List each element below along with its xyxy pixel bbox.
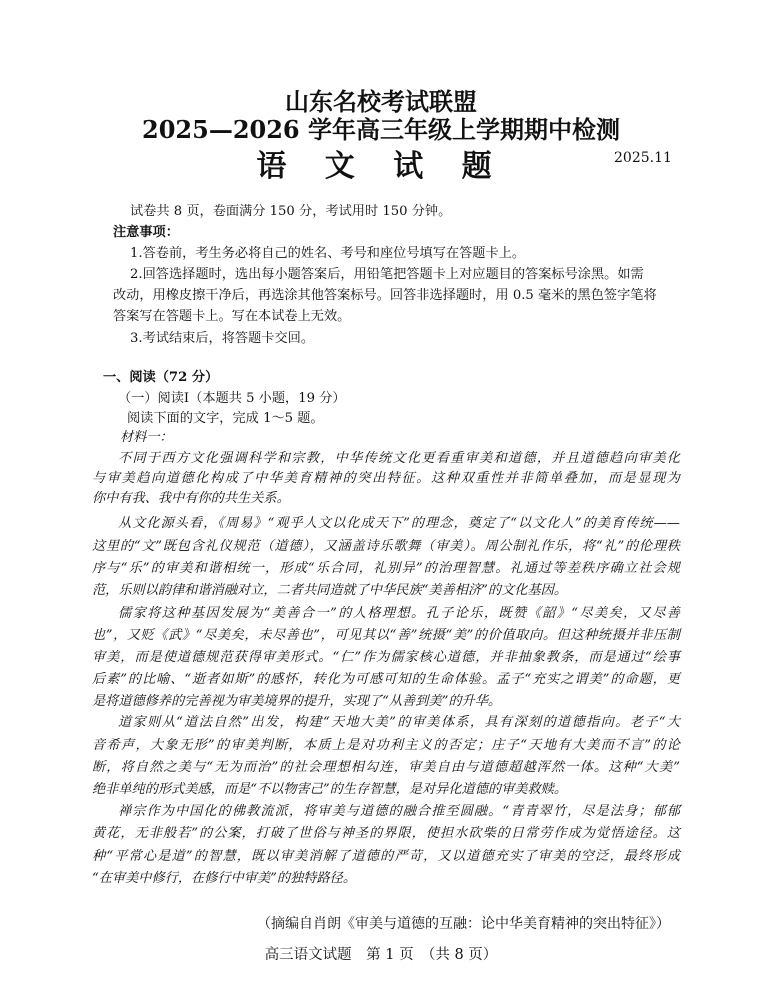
passage-line: 范，乐则以韵律和谐消融对立，二者共同造就了中华民族“美善相济”的文化基因。 (92, 583, 568, 598)
passage-line: 序与“乐”的审美和谐相统一，形成“乐合同，礼别异”的治理智慧。礼通过等差秩序确立社会规 (92, 561, 680, 576)
note-2-line-1: 2.回答选择题时，选出每小题答案后，用铅笔把答题卡上对应题目的答案标号涂黑。如需 (130, 267, 644, 282)
subsection-title: （一）阅读Ⅰ（本题共 5 小题，19 分） (118, 391, 346, 406)
material-label: 材料一： (120, 430, 173, 445)
passage-line: 黄花，无非般若”的公案，打破了世俗与神圣的界限，使担水砍柴的日常劳作成为觉悟途径。这 (92, 826, 680, 841)
note-2-line-3: 答案写在答题卡上。写在本试卷上无效。 (113, 309, 351, 324)
note-1: 1.答卷前，考生务必将自己的姓名、考号和座位号填写在答题卡上。 (130, 246, 526, 261)
passage-line: 从文化源头看，《周易》“观乎人文以化成天下”的理念，奠定了“以文化人”的美育传统—— (118, 516, 680, 531)
passage-line: 你中有我、我中有你的共生关系。 (92, 491, 290, 506)
page-footer: 高三语文试题 第 1 页 （共 8 页） (264, 947, 498, 963)
passage-line: 与审美趋向道德化构成了中华美育精神的突出特征。这种双重性并非简单叠加，而是显现为 (92, 471, 680, 486)
passage-line: 断，将自然之美与“无为而治”的社会理想相勾连，审美自由与道德超越浑然一体。这种“大美” (92, 760, 680, 775)
passage-line: 音希声，大象无形”的审美判断，本质上是对功利主义的否定；庄子“天地有大美而不言”的论 (92, 738, 680, 753)
source-citation: （摘编自肖朗《审美与道德的互融：论中华美育精神的突出特征》） (257, 916, 670, 932)
instruction: 阅读下面的文字，完成 1～5 题。 (127, 411, 324, 426)
subject-title: 语 文 试 题 (256, 149, 506, 184)
passage-line: 禅宗作为中国化的佛教流派，将审美与道德的融合推至圆融。“青青翠竹，尽是法身；郁郁 (118, 804, 680, 819)
passage-line: 审美，而是使道德规范获得审美形式。“仁”作为儒家核心道德，并非抽象教条，而是通过“绘事 (92, 650, 680, 665)
passage-line: 种“平常心是道”的智慧，既以审美消解了道德的严苛，又以道德充实了审美的空泛，最终形成 (92, 849, 680, 864)
exam-title: 2025—2026 学年高三年级上学期期中检测 (142, 115, 620, 144)
note-2-line-2: 改动，用橡皮擦干净后，再选涂其他答案标号。回答非选择题时，用 0.5 毫米的黑色签字笔将 (113, 288, 657, 303)
passage-line: 后素”的比喻、“逝者如斯”的感怀，转化为可感可知的生命体验。孟子“充实之谓美”的命题，更 (92, 672, 680, 687)
passage-line: 也”，又贬《武》“尽美矣，未尽善也”，可见其以“善”统摄“美”的价值取向。但这种统摄并非压制 (92, 628, 680, 643)
passage-line: 是将道德修养的完善视为审美境界的提升，实现了“从善到美”的升华。 (92, 694, 502, 709)
passage-line: 绝非单纯的形式美感，而是“不以物害己”的生存智慧，是对异化道德的审美救赎。 (92, 782, 568, 797)
section-title: 一、阅读（72 分） (103, 370, 219, 385)
exam-date: 2025.11 (614, 150, 672, 166)
notes-title: 注意事项： (113, 225, 179, 240)
passage-line: 儒家将这种基因发展为“美善合一”的人格理想。孔子论乐，既赞《韶》“尽美矣，又尽善 (118, 606, 680, 621)
note-3: 3.考试结束后，将答题卡交回。 (130, 331, 315, 346)
exam-organization: 山东名校考试联盟 (285, 87, 477, 116)
passage-line: 不同于西方文化强调科学和宗教，中华传统文化更看重审美和道德，并且道德趋向审美化 (118, 451, 680, 466)
passage-line: 道家则从“道法自然”出发，构建“天地大美”的审美体系，具有深刻的道德指向。老子“大 (118, 715, 680, 730)
passage-line: “在审美中修行，在修行中审美”的独特路径。 (92, 871, 357, 886)
passage-line: 这里的“文”既包含礼仪规范（道德），又涵盖诗乐歌舞（审美）。周公制礼作乐，将“礼”的伦理秩 (92, 539, 680, 554)
paper-summary: 试卷共 8 页，卷面满分 150 分，考试用时 150 分钟。 (130, 204, 452, 219)
